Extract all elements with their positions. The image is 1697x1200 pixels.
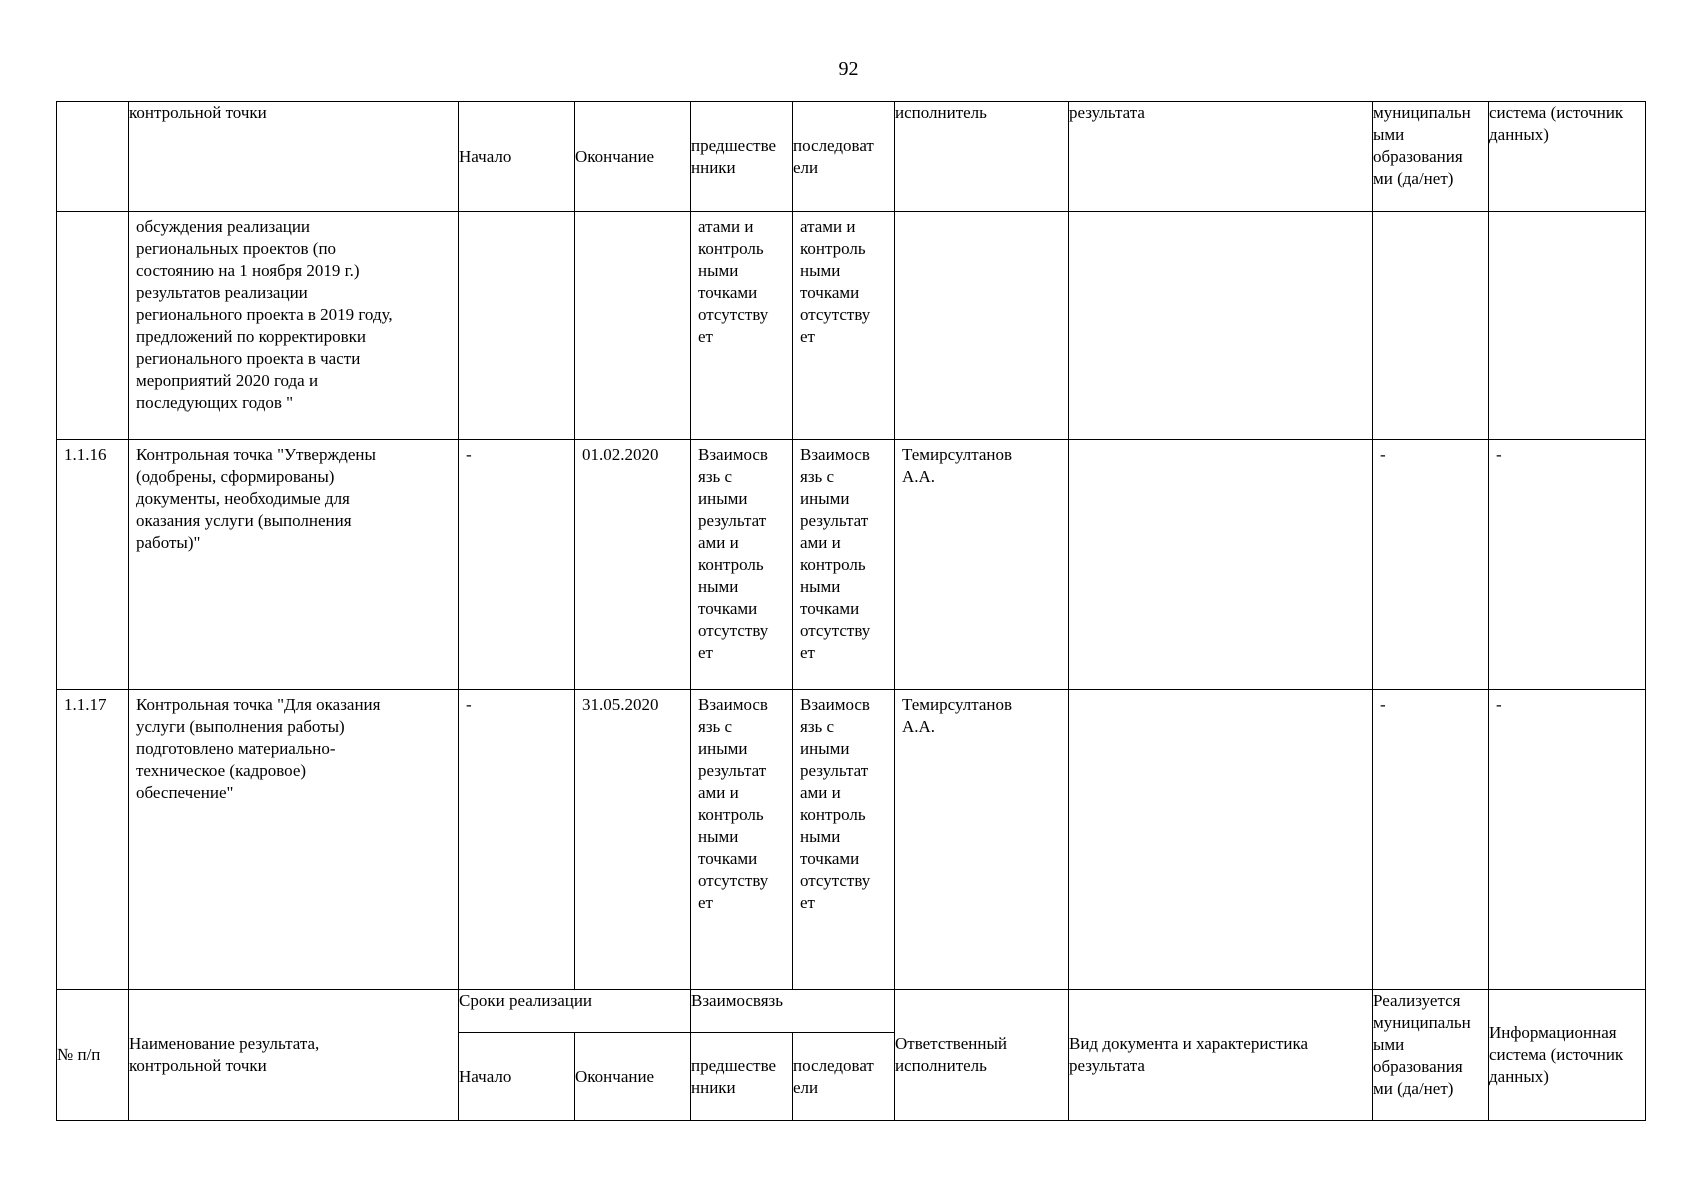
header-row-continued [57,102,1646,212]
header-num: № п/п [57,1045,101,1064]
header-end: Окончание [575,146,655,166]
row-executor: Темирсултанов А.А. [902,445,1013,486]
header-doc: Вид документа и характеристика результата [1069,1034,1309,1075]
row-municipal: - [1380,695,1386,714]
header-system: Информационная система (источник данных) [1489,1023,1624,1086]
header-relation: Взаимосвязь [691,991,784,1010]
header-name-tail: контрольной точки [129,103,267,122]
results-table [56,101,1646,1121]
row-name: Контрольная точка "Для оказания услуги (выполнения работы) подготовлено материально- техническое (кадровое) обеспечение" [136,695,381,802]
row-predecessors: Взаимосв язь с иными результат ами и контроль ными точками отсутству ет [698,445,769,662]
row-predecessors: Взаимосв язь с иными результат ами и контроль ными точками отсутству ет [698,695,769,912]
header-row-bottom [57,990,1646,1033]
header-successors: последоват ели [793,135,874,177]
header-name: Наименование результата, контрольной точки [129,1034,320,1075]
header-system-tail: система (источник данных) [1489,103,1624,144]
row-start: - [466,695,472,714]
table-row [57,440,1646,690]
row-end: 31.05.2020 [582,695,659,714]
row-name: Контрольная точка "Утверждены (одобрены, сформированы) документы, необходимые для оказания услуги (выполнения работы)" [136,445,376,552]
header-municipal-tail: муниципальн ыми образования ми (да/нет) [1373,103,1471,188]
header-predecessors: предшестве нники [691,135,777,177]
header-terms: Сроки реализации [459,991,593,1010]
header-end: Окончание [575,1066,655,1086]
table-row-continuation [57,212,1646,440]
row-name: обсуждения реализации региональных проектов (по состоянию на 1 ноября 2019 г.) результатов реализации регионального проекта в 2019 году, предложений по корректировки регионального проекта в части мероприятий 2020 года и последующих годов " [136,217,393,412]
row-predecessors: атами и контроль ными точками отсутству ет [698,217,769,346]
header-start: Начало [459,146,512,166]
row-start: - [466,445,472,464]
header-predecessors: предшестве нники [691,1055,777,1097]
row-successors: атами и контроль ными точками отсутству ет [800,217,871,346]
header-municipal: Реализуется муниципальн ыми образования ми (да/нет) [1373,991,1471,1098]
row-successors: Взаимосв язь с иными результат ами и контроль ными точками отсутству ет [800,695,871,912]
header-start: Начало [459,1066,512,1086]
header-doc-tail: результата [1069,103,1145,122]
header-executor: Ответственный исполнитель [895,1034,1007,1075]
row-number: 1.1.17 [64,695,107,714]
row-successors: Взаимосв язь с иными результат ами и контроль ными точками отсутству ет [800,445,871,662]
page-number: 92 [838,58,859,80]
row-end: 01.02.2020 [582,445,659,464]
row-executor: Темирсултанов А.А. [902,695,1013,736]
row-number: 1.1.16 [64,445,107,464]
table-row [57,690,1646,990]
row-system: - [1496,695,1502,714]
header-successors: последоват ели [793,1055,874,1097]
row-system: - [1496,445,1502,464]
header-executor-tail: исполнитель [895,103,987,122]
row-municipal: - [1380,445,1386,464]
header-num-cell [57,102,129,212]
